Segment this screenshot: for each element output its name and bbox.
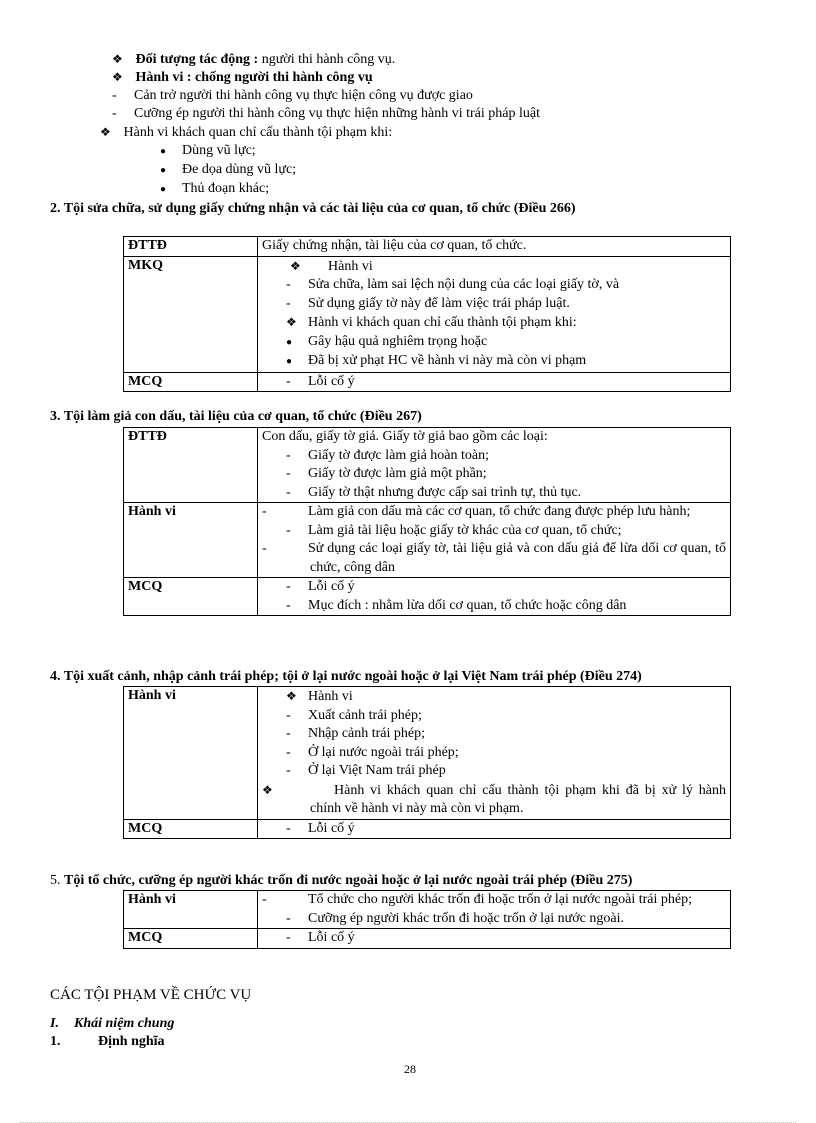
dot-bullet-icon: ● — [160, 146, 167, 157]
section-5-heading: 5. Tội tổ chức, cưỡng ép người khác trốn đi nước ngoài hoặc ở lại nước ngoài trái phép (Điều 275) — [50, 873, 633, 888]
diamond-bullet-icon: ❖ — [262, 782, 273, 797]
intro-dash-item: - Cản trở người thi hành công vụ thực hiện công vụ được giao — [112, 88, 473, 103]
chapter-title: CÁC TỘI PHẠM VỀ CHỨC VỤ — [50, 987, 252, 1003]
table-row: MCQ - Lỗi cố ý — [124, 372, 731, 392]
page-number: 28 — [404, 1062, 416, 1076]
diamond-bullet-icon: ❖ — [286, 315, 297, 329]
section-3-table — [123, 427, 731, 616]
table-row: ĐTTĐ Giấy chứng nhận, tài liệu của cơ quan, tổ chức. — [124, 237, 731, 257]
intro-objective: ❖ Hành vi khách quan chỉ cấu thành tội phạm khi: — [100, 125, 393, 140]
intro-line-target: ❖ Đối tượng tác động : người thi hành công vụ. — [112, 52, 396, 67]
intro-bullet-item: ● Đe dọa dùng vũ lực; — [160, 161, 296, 180]
diamond-bullet-icon: ❖ — [290, 258, 301, 273]
table-row: Hành vi ❖ Hành vi - Xuất cảnh trái phép; - Nhập cảnh trái phép; - Ở lại nước ngoài trái phép; - Ở lại Việt Nam trái phép ❖ Hành vi khách quan chỉ cấu thành tội phạm khi đã bị xử lý hành chính về hành vi này mà còn vi phạm. — [124, 687, 731, 820]
table-row: MKQ ❖ Hành vi - Sửa chữa, làm sai lệch nội dung của các loại giấy tờ, và - Sử dụng giấy tờ này để làm việc trái pháp luật. ❖ Hành vi khách quan chỉ cấu thành tội phạm khi: ● Gây hậu quả nghiêm trọng hoặc ● Đã bị xử phạt HC về hành vi này mà còn vi phạm — [124, 256, 731, 372]
dot-bullet-icon: ● — [286, 336, 293, 348]
section-4-table — [123, 686, 731, 839]
table-row: MCQ - Lỗi cố ý — [124, 819, 731, 839]
diamond-bullet-icon: ❖ — [112, 70, 123, 84]
intro-bullet-item: ● Thủ đoạn khác; — [160, 180, 269, 199]
intro-line-behavior: ❖ Hành vi : chống người thi hành công vụ — [112, 70, 373, 85]
diamond-bullet-icon: ❖ — [286, 689, 297, 703]
table-row: Hành vi - Tổ chức cho người khác trốn đi hoặc trốn ở lại nước ngoài trái phép; - Cưỡng ép người khác trốn đi hoặc trốn ở lại nước ngoài. — [124, 891, 731, 929]
section-2-table — [123, 236, 731, 392]
dot-bullet-icon: ● — [160, 165, 167, 176]
dot-bullet-icon: ● — [286, 356, 293, 367]
section-3-heading: 3. Tội làm giả con dấu, tài liệu của cơ quan, tổ chức (Điều 267) — [50, 409, 422, 424]
section-4-heading: 4. Tội xuất cảnh, nhập cảnh trái phép; tội ở lại nước ngoài hoặc ở lại Việt Nam trái phép (Điều 274) — [50, 669, 642, 684]
table-row: Hành vi - Làm giả con dấu mà các cơ quan, tổ chức đang được phép lưu hành; - Làm giả tài liệu hoặc giấy tờ khác của cơ quan, tổ chức; - Sử dụng các loại giấy tờ, tài liệu giả và con dấu giả để lừa dối cơ quan, tổ chức, công dân — [124, 503, 731, 578]
table-row: MCQ - Lỗi cố ý - Mục đích : nhằm lừa dối cơ quan, tổ chức hoặc công dân — [124, 578, 731, 616]
subsection-heading: 1. Định nghĩa — [50, 1034, 165, 1049]
diamond-bullet-icon: ❖ — [100, 125, 111, 139]
section-2-heading: 2. Tội sửa chữa, sử dụng giấy chứng nhận và các tài liệu của cơ quan, tổ chức (Điều 266) — [50, 201, 576, 216]
intro-bullet-item: ● Dùng vũ lực; — [160, 142, 256, 161]
section-roman-heading: I. Khái niệm chung — [50, 1016, 175, 1031]
table-row: ĐTTĐ Con dấu, giấy tờ giả. Giấy tờ giả bao gồm các loại: - Giấy tờ được làm giả hoàn toàn; - Giấy tờ được làm giả một phần; - Giấy tờ thật nhưng được cấp sai trình tự, thủ tục. — [124, 428, 731, 503]
diamond-bullet-icon: ❖ — [112, 52, 123, 66]
intro-dash-item: - Cưỡng ép người thi hành công vụ thực hiện những hành vi trái pháp luật — [112, 106, 540, 121]
table-row: MCQ - Lỗi cố ý — [124, 929, 731, 949]
section-5-table — [123, 890, 731, 949]
dot-bullet-icon: ● — [160, 184, 167, 195]
